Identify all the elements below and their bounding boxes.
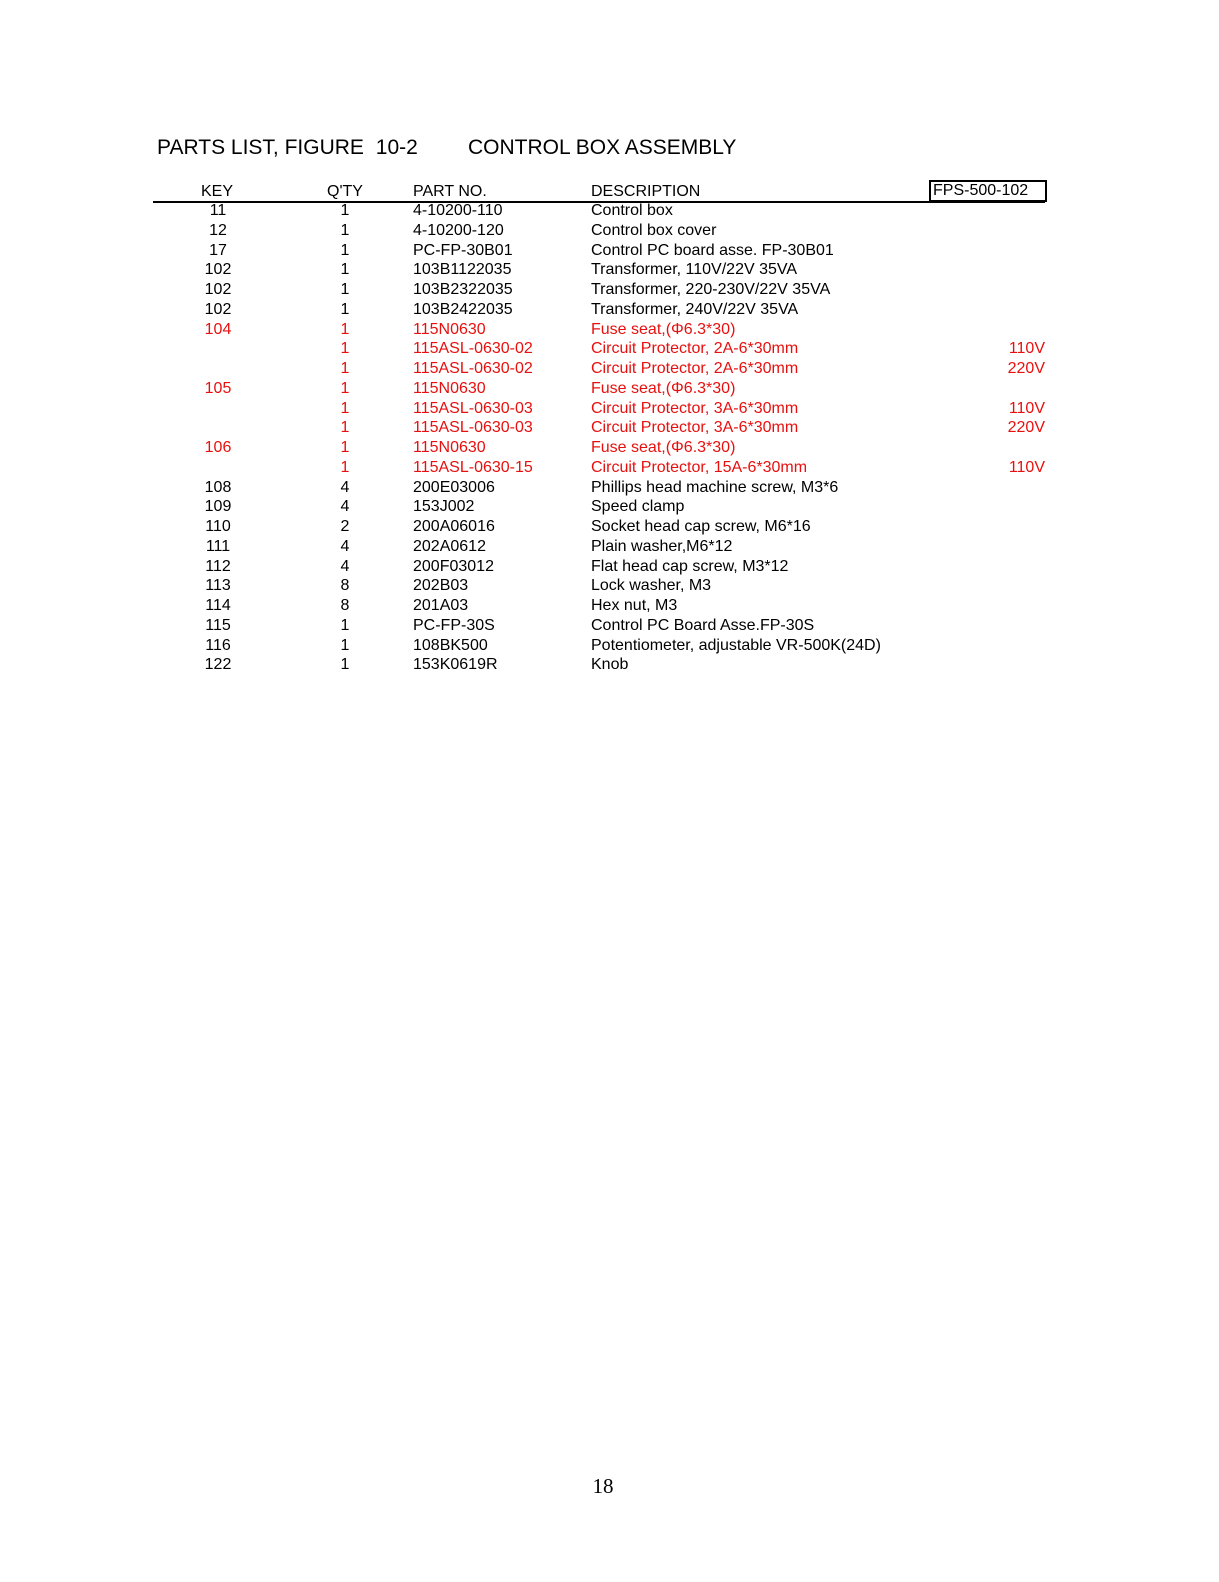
qty-cell: 4 bbox=[340, 498, 350, 516]
table-row bbox=[153, 399, 1045, 419]
parts-table-body bbox=[153, 201, 1045, 675]
table-row bbox=[153, 201, 1045, 221]
description-cell: Circuit Protector, 3A-6*30mm bbox=[591, 399, 799, 417]
qty-cell: 1 bbox=[340, 379, 350, 397]
part-number-cell: 103B1122035 bbox=[413, 261, 512, 279]
part-number-cell: PC-FP-30B01 bbox=[413, 241, 513, 259]
page-title bbox=[157, 136, 737, 160]
key-cell: 11 bbox=[209, 202, 227, 219]
qty-cell: 8 bbox=[340, 577, 350, 595]
qty-cell: 1 bbox=[340, 656, 350, 674]
table-row bbox=[153, 221, 1045, 241]
part-number-cell: 4-10200-120 bbox=[413, 221, 504, 239]
key-cell: 17 bbox=[209, 241, 227, 259]
table-row bbox=[153, 458, 1045, 478]
key-cell: 102 bbox=[204, 261, 232, 279]
key-cell: 116 bbox=[205, 636, 231, 654]
table-row bbox=[153, 280, 1045, 300]
key-cell: 115 bbox=[205, 616, 231, 634]
key-cell: 109 bbox=[204, 498, 232, 516]
description-cell: Circuit Protector, 3A-6*30mm bbox=[591, 419, 799, 437]
key-cell: 112 bbox=[205, 557, 231, 575]
key-cell: 110 bbox=[205, 518, 231, 535]
header-qty: Q'TY bbox=[327, 183, 363, 200]
table-row bbox=[153, 359, 1045, 379]
qty-cell: 1 bbox=[340, 300, 350, 318]
part-number-cell: 4-10200-110 bbox=[413, 202, 503, 219]
qty-cell: 4 bbox=[340, 537, 350, 555]
header-key: KEY bbox=[201, 183, 234, 200]
table-row bbox=[153, 596, 1045, 616]
description-cell: Fuse seat,(Φ6.3*30) bbox=[591, 320, 736, 338]
description-cell: Control PC board asse. FP-30B01 bbox=[591, 241, 834, 259]
table-row bbox=[153, 537, 1045, 557]
part-number-cell: 115ASL-0630-15 bbox=[413, 458, 533, 476]
part-number-cell: 201A03 bbox=[413, 597, 469, 614]
qty-cell: 1 bbox=[340, 281, 350, 298]
part-number-cell: 153K0619R bbox=[413, 656, 498, 674]
table-row bbox=[153, 241, 1045, 261]
table-row bbox=[153, 379, 1045, 399]
description-cell: Circuit Protector, 2A-6*30mm bbox=[591, 340, 799, 358]
description-cell: Speed clamp bbox=[591, 498, 685, 516]
description-cell: Control box cover bbox=[591, 221, 717, 239]
table-row bbox=[153, 497, 1045, 517]
key-cell: 102 bbox=[204, 281, 232, 298]
table-row bbox=[153, 576, 1045, 596]
title-assembly-name: CONTROL BOX ASSEMBLY bbox=[468, 136, 737, 159]
part-number-cell: 115N0630 bbox=[413, 379, 486, 397]
qty-cell: 1 bbox=[340, 340, 350, 358]
qty-cell: 1 bbox=[340, 458, 350, 476]
qty-cell: 4 bbox=[340, 557, 350, 575]
description-cell: Hex nut, M3 bbox=[591, 597, 678, 614]
table-row bbox=[153, 636, 1045, 656]
description-cell: Control PC Board Asse.FP-30S bbox=[591, 616, 815, 634]
key-cell: 104 bbox=[204, 320, 232, 338]
description-cell: Transformer, 220-230V/22V 35VA bbox=[591, 281, 831, 298]
part-number-cell: 200F03012 bbox=[413, 557, 494, 575]
table-row bbox=[153, 557, 1045, 577]
qty-cell: 1 bbox=[340, 419, 350, 437]
table-row bbox=[153, 320, 1045, 340]
table-row bbox=[153, 339, 1045, 359]
key-cell: 105 bbox=[204, 379, 232, 397]
part-number-cell: 103B2422035 bbox=[413, 300, 513, 318]
table-row bbox=[153, 260, 1045, 280]
part-number-cell: 115N0630 bbox=[413, 439, 486, 456]
table-row bbox=[153, 438, 1045, 458]
part-number-cell: PC-FP-30S bbox=[413, 616, 495, 634]
part-number-cell: 200E03006 bbox=[413, 478, 495, 496]
description-cell: Plain washer,M6*12 bbox=[591, 537, 733, 555]
description-cell: Potentiometer, adjustable VR-500K(24D) bbox=[591, 636, 881, 654]
table-row bbox=[153, 655, 1045, 675]
key-cell: 111 bbox=[205, 537, 231, 555]
part-number-cell: 103B2322035 bbox=[413, 281, 513, 298]
table-row bbox=[153, 478, 1045, 498]
description-cell: Lock washer, M3 bbox=[591, 577, 712, 595]
qty-cell: 8 bbox=[340, 597, 350, 614]
key-cell: 102 bbox=[204, 300, 232, 318]
description-cell: Knob bbox=[591, 656, 629, 674]
qty-cell: 1 bbox=[340, 439, 350, 456]
key-cell: 113 bbox=[205, 577, 231, 595]
qty-cell: 1 bbox=[340, 636, 350, 654]
key-cell: 108 bbox=[204, 478, 232, 496]
description-cell: Transformer, 110V/22V 35VA bbox=[591, 261, 798, 279]
description-cell: Phillips head machine screw, M3*6 bbox=[591, 478, 839, 496]
description-cell: Fuse seat,(Φ6.3*30) bbox=[591, 439, 736, 456]
qty-cell: 2 bbox=[340, 518, 350, 535]
part-number-cell: 202A0612 bbox=[413, 537, 486, 555]
table-row bbox=[153, 616, 1045, 636]
qty-cell: 1 bbox=[340, 241, 350, 259]
document-code-box: FPS-500-102 bbox=[929, 180, 1047, 202]
title-figure-number: 10-2 bbox=[375, 136, 418, 159]
table-row bbox=[153, 517, 1045, 537]
header-description: DESCRIPTION bbox=[591, 183, 701, 200]
key-cell: 12 bbox=[209, 221, 227, 239]
part-number-cell: 115ASL-0630-03 bbox=[413, 399, 533, 417]
voltage-cell: 110V bbox=[1008, 458, 1045, 476]
table-row bbox=[153, 300, 1045, 320]
key-cell: 122 bbox=[204, 656, 232, 674]
description-cell: Circuit Protector, 2A-6*30mm bbox=[591, 360, 799, 377]
key-cell: 106 bbox=[204, 439, 232, 456]
part-number-cell: 115ASL-0630-02 bbox=[413, 360, 533, 377]
key-cell: 114 bbox=[205, 597, 231, 614]
voltage-cell: 110V bbox=[1008, 399, 1045, 417]
description-cell: Transformer, 240V/22V 35VA bbox=[591, 300, 799, 318]
part-number-cell: 115ASL-0630-03 bbox=[413, 419, 533, 437]
qty-cell: 1 bbox=[340, 399, 350, 417]
part-number-cell: 115N0630 bbox=[413, 320, 486, 338]
qty-cell: 1 bbox=[340, 616, 350, 634]
voltage-cell: 110V bbox=[1008, 340, 1045, 358]
qty-cell: 1 bbox=[340, 320, 350, 338]
table-header bbox=[153, 182, 1045, 202]
part-number-cell: 108BK500 bbox=[413, 636, 488, 654]
title-parts-list: PARTS LIST, FIGURE bbox=[157, 136, 364, 159]
qty-cell: 1 bbox=[340, 360, 350, 377]
description-cell: Control box bbox=[591, 202, 673, 219]
description-cell: Flat head cap screw, M3*12 bbox=[591, 557, 789, 575]
page-number: 18 bbox=[592, 1474, 614, 1498]
description-cell: Fuse seat,(Φ6.3*30) bbox=[591, 379, 736, 397]
part-number-cell: 202B03 bbox=[413, 577, 469, 595]
description-cell: Circuit Protector, 15A-6*30mm bbox=[591, 458, 808, 476]
part-number-cell: 115ASL-0630-02 bbox=[413, 340, 533, 358]
voltage-cell: 220V bbox=[1007, 360, 1045, 377]
qty-cell: 1 bbox=[340, 202, 350, 219]
part-number-cell: 200A06016 bbox=[413, 518, 495, 535]
description-cell: Socket head cap screw, M6*16 bbox=[591, 518, 811, 535]
qty-cell: 1 bbox=[340, 261, 350, 279]
voltage-cell: 220V bbox=[1007, 419, 1045, 437]
qty-cell: 4 bbox=[340, 478, 350, 496]
qty-cell: 1 bbox=[340, 221, 350, 239]
part-number-cell: 153J002 bbox=[413, 498, 475, 516]
header-part-no: PART NO. bbox=[413, 183, 487, 200]
table-row bbox=[153, 418, 1045, 438]
